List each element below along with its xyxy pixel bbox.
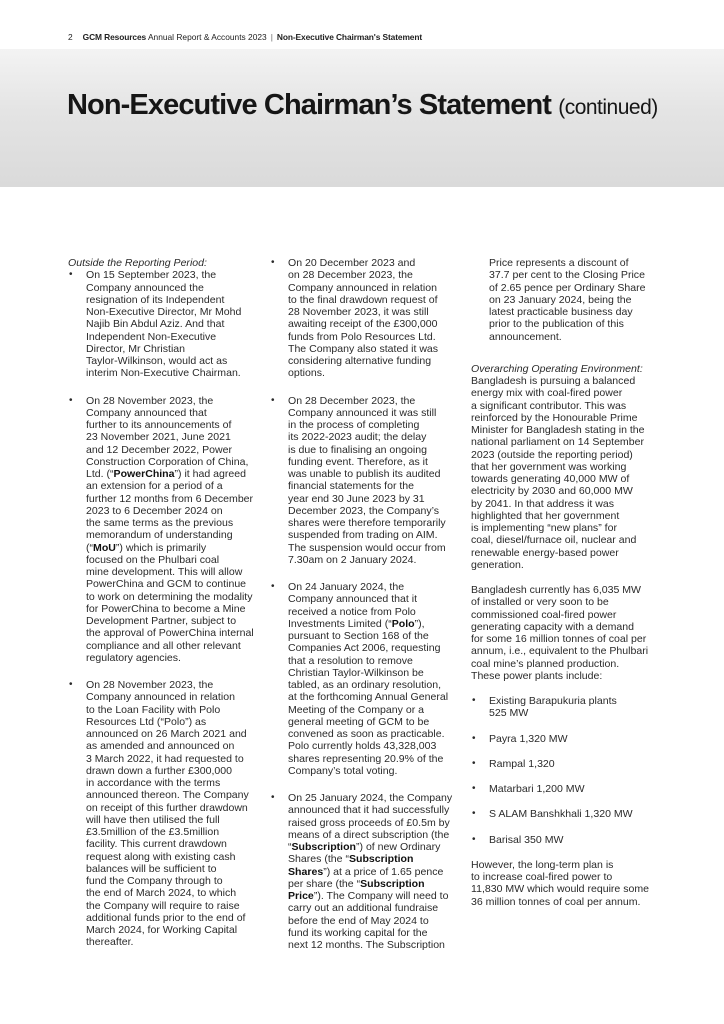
line: and 12 December 2022, Power (86, 443, 232, 456)
page-title-continued: (continued) (558, 96, 658, 119)
line: • On 24 January 2024, the (288, 581, 405, 593)
defined-term: MoU (93, 541, 116, 554)
line: Bangladesh is pursuing a balanced (471, 375, 636, 387)
page-number: 2 (68, 32, 73, 42)
line: • On 15 September 2023, the (86, 269, 217, 282)
text: ”), (414, 617, 425, 630)
line: Construction Corporation of China, (86, 455, 249, 468)
line: renewable energy-based power (471, 546, 619, 559)
line: to the final drawdown request of (288, 293, 438, 306)
line: March 2024, for Working Capital (86, 924, 238, 936)
line: These power plants include: (471, 669, 603, 682)
line: the Company will require to raise (86, 899, 240, 912)
column-2 (270, 257, 462, 966)
line: that her government was working (471, 460, 627, 473)
line: an extension for a period of a (86, 480, 223, 493)
line: announced thereon. The Company (86, 789, 249, 802)
line: raised gross proceeds of £0.5m by (288, 816, 450, 829)
line: of installed or very soon to be (471, 596, 609, 609)
line: carry out an additional fundraise (288, 902, 439, 915)
bullet-subscription (270, 792, 462, 951)
line: The Company also stated it was (288, 342, 439, 355)
section-heading-operating-environment: Overarching Operating Environment: (471, 362, 643, 375)
line: Najib Bin Abdul Aziz. And that (86, 318, 225, 331)
list-item (471, 783, 661, 795)
line: resignation of its Independent (86, 293, 225, 306)
header-separator: | (270, 32, 273, 42)
list-item (471, 758, 661, 770)
line: Christian Taylor-Wilkinson be (288, 666, 424, 679)
line: is due to finalising an ongoing (288, 443, 427, 456)
text: ”). The Company will need to (313, 890, 449, 902)
line: regulatory agencies. (86, 651, 181, 664)
defined-term: PowerChina (113, 468, 175, 480)
line: tabled, as an ordinary resolution, (288, 679, 442, 691)
line: Company announced in relation (288, 281, 437, 294)
line: of 2.65 pence per Ordinary Share (489, 281, 646, 294)
line: at the forthcoming Annual General (288, 691, 449, 704)
line: towards generating 40,000 MW of (471, 473, 630, 485)
line: before the end of May 2024 to (288, 914, 429, 927)
line: in the process of completing (288, 419, 420, 431)
bullet-resignation (68, 269, 258, 379)
line: • On 28 November 2023, the (86, 394, 214, 407)
line: considering alternative funding (288, 355, 432, 367)
text: per share (the “ (288, 877, 361, 890)
line: funds from Polo Resources Ltd. (288, 330, 436, 343)
line: generating capacity with a demand (471, 620, 634, 633)
bullet-powerchina (68, 395, 258, 665)
line: for PowerChina to become a Mine (86, 602, 246, 615)
text: ”) it had agreed (174, 468, 247, 480)
section-heading-outside-period: Outside the Reporting Period: (68, 257, 207, 269)
line: pursuant to Section 168 of the (288, 630, 429, 642)
line: coal, diesel/furnace oil, nuclear and (471, 534, 637, 547)
paragraph-long-term-plan (471, 859, 661, 908)
line: Polo currently holds 43,328,003 (288, 740, 437, 753)
line: Director, Mr Christian (86, 342, 186, 355)
line: Company’s total voting. (288, 764, 398, 777)
line: Taylor-Wilkinson, would act as (86, 355, 228, 367)
line (288, 853, 462, 865)
line: the end of March 2024, to which (86, 887, 237, 900)
text: Ltd. (“ (86, 468, 114, 480)
line: December 2023, the Company’s (288, 504, 440, 517)
text: ”) of new Ordinary (355, 841, 441, 853)
line: fund its working capital for the (288, 926, 428, 939)
header-report: Annual Report & Accounts 2023 (147, 32, 267, 42)
line: the approval of PowerChina internal (86, 627, 254, 640)
line: announced on 26 March 2021 and (86, 728, 247, 740)
line: is implementing “new plans” for (471, 522, 617, 534)
paragraph-energy-mix (471, 375, 661, 571)
list-item (471, 834, 661, 846)
line: 11,830 MW which would require some (471, 883, 650, 896)
list-item (471, 808, 661, 820)
line: Price represents a discount of (489, 257, 629, 269)
header-section: Non-Executive Chairman's Statement (276, 32, 423, 42)
line: shares were therefore temporarily (288, 517, 446, 529)
line: funding event. Therefore, as it (288, 455, 428, 468)
text: (“ (86, 541, 94, 554)
paragraph-installed-capacity (471, 584, 661, 682)
line: balances will be sufficient to (86, 862, 217, 875)
defined-term: Subscription (360, 877, 425, 890)
line: Company announced that it (288, 593, 417, 606)
line: £3.5million of the £3.5million (86, 826, 220, 838)
line: options. (288, 367, 325, 380)
line: general meeting of GCM to be (288, 715, 430, 728)
list-item (471, 695, 661, 720)
line: 36 million tonnes of coal per annum. (471, 895, 641, 908)
line: to the Loan Facility with Polo (86, 703, 221, 716)
line: PowerChina and GCM to continue (86, 578, 247, 591)
column-1 (68, 257, 258, 964)
line: Company announced the (86, 281, 204, 294)
line (288, 890, 462, 902)
line: by 2041. In that address it was (471, 497, 615, 510)
line: memorandum of understanding (86, 529, 233, 542)
line (288, 618, 462, 630)
line: to work on determining the modality (86, 590, 253, 603)
line: 2023 to 6 December 2024 on (86, 504, 223, 517)
line: to increase coal-fired power to (471, 871, 613, 883)
bullet-audit-suspension (270, 395, 462, 567)
line: • On 20 December 2023 and (288, 257, 416, 269)
line: financial statements for the (288, 480, 415, 493)
line: 525 MW (489, 707, 529, 720)
line: national parliament on 14 September (471, 436, 644, 449)
line: commissioned coal-fired power (471, 608, 617, 621)
text: “ (288, 841, 292, 853)
line: on 28 December 2023, the (288, 269, 413, 282)
defined-term: Subscription (348, 853, 414, 866)
line: facility. This current drawdown (86, 838, 227, 851)
line: Company announced it was still (288, 406, 437, 419)
line: as amended and announced on (86, 740, 235, 753)
line: 2023 (outside the reporting period) (471, 448, 633, 461)
line: • Rampal 1,320 (489, 757, 555, 770)
text: Shares (the “ (288, 853, 349, 866)
line: received a notice from Polo (288, 605, 416, 618)
line: coal mine’s planned production. (471, 657, 620, 670)
line: Companies Act 2006, requesting (288, 642, 441, 655)
line: highlighted that her government (471, 509, 620, 522)
line: Bangladesh currently has 6,035 MW (471, 584, 642, 596)
defined-term: Shares (288, 865, 324, 878)
page-title (67, 89, 658, 122)
line: • On 25 January 2024, the Company (288, 792, 453, 804)
bullet-drawdown-awaiting (270, 257, 462, 380)
line: Resources Ltd (“Polo”) as (86, 715, 207, 728)
header-company: GCM Resources (82, 32, 147, 42)
column-3 (471, 257, 661, 921)
line: Independent Non-Executive (86, 330, 217, 343)
line (86, 468, 258, 480)
line: will have then utilised the full (86, 813, 220, 826)
line (288, 841, 462, 853)
line: 37.7 per cent to the Closing Price (489, 269, 645, 282)
line: shares representing 20.9% of the (288, 752, 444, 765)
line: convened as soon as practicable. (288, 728, 445, 740)
line: Non-Executive Director, Mr Mohd (86, 306, 242, 318)
line: was unable to publish its audited (288, 468, 441, 480)
line: next 12 months. The Subscription (288, 939, 445, 951)
line: Company announced that (86, 406, 207, 419)
list-item (471, 733, 661, 745)
subscription-continued (471, 257, 661, 343)
line: focused on the Phulbari coal (86, 553, 220, 566)
line: Minister for Bangladesh stating in the (471, 424, 645, 436)
line: 3 March 2022, it had requested to (86, 752, 244, 765)
line: further to its announcements of (86, 419, 232, 431)
line: announced that it had successfully (288, 804, 450, 817)
defined-term: Subscription (291, 841, 356, 853)
running-header (68, 32, 422, 42)
line: drawn down a further £300,000 (86, 764, 232, 777)
line: its 2022-2023 audit; the delay (288, 431, 427, 444)
line: electricity by 2030 and 60,000 MW (471, 485, 633, 498)
line (86, 542, 258, 554)
line: additional funds prior to the end of (86, 911, 246, 924)
line: request along with existing cash (86, 850, 236, 863)
line: further 12 months from 6 December (86, 492, 254, 505)
text: Investments Limited (“ (288, 617, 392, 630)
line: that a resolution to remove (288, 654, 413, 667)
text: ”) which is primarily (115, 541, 207, 554)
line: • Barisal 350 MW (489, 833, 564, 846)
text: ”) at a price of 1.65 pence (323, 865, 444, 878)
line: fund the Company through to (86, 875, 223, 887)
line: thereafter. (86, 936, 134, 949)
line: suspended from trading on AIM. (288, 529, 438, 542)
line: the same terms as the previous (86, 517, 234, 529)
line: reinforced by the Honourable Prime (471, 411, 638, 424)
defined-term: Polo (391, 617, 415, 630)
line: • On 28 November 2023, the (86, 679, 214, 691)
line: a significant contributor. This was (471, 399, 627, 412)
line: on receipt of this further drawdown (86, 801, 248, 814)
line: announcement. (489, 330, 562, 343)
line: However, the long-term plan is (471, 858, 614, 871)
line (288, 866, 462, 878)
line: Development Partner, subject to (86, 615, 237, 627)
line: Meeting of the Company or a (288, 703, 425, 716)
line: Company announced in relation (86, 691, 235, 704)
line: • On 28 December 2023, the (288, 394, 416, 407)
line: for some 16 million tonnes of coal per (471, 633, 647, 645)
line: The suspension would occur from (288, 541, 446, 554)
line: • Existing Barapukuria plants (489, 695, 617, 707)
line: energy mix with coal-fired power (471, 387, 623, 400)
power-plants-list (471, 695, 661, 846)
line: means of a direct subscription (the (288, 828, 450, 841)
line: interim Non-Executive Chairman. (86, 367, 241, 380)
line: 23 November 2021, June 2021 (86, 431, 231, 444)
defined-term: Price (288, 890, 314, 902)
line: annum, i.e., equivalent to the Phulbari (471, 645, 649, 658)
line: on 23 January 2024, being the (489, 293, 632, 306)
bullet-loan-facility (68, 679, 258, 949)
line: latest practicable business day (489, 306, 633, 318)
line: generation. (471, 558, 524, 571)
line: 7.30am on 2 January 2024. (288, 553, 417, 566)
line: year end 30 June 2023 by 31 (288, 492, 425, 505)
line: mine development. This will allow (86, 566, 243, 578)
line: in accordance with the terms (86, 777, 221, 789)
line: • Payra 1,320 MW (489, 732, 568, 745)
line: prior to the publication of this (489, 318, 624, 331)
line: • Matarbari 1,200 MW (489, 783, 585, 795)
bullet-polo-notice (270, 581, 462, 777)
line: • S ALAM Banshkhali 1,320 MW (489, 808, 633, 821)
line: 28 November 2023, it was still (288, 306, 429, 318)
line: compliance and all other relevant (86, 639, 241, 652)
line: awaiting receipt of the £300,000 (288, 318, 438, 331)
line (288, 878, 462, 890)
page-title-main: Non-Executive Chairman’s Statement (67, 89, 552, 121)
